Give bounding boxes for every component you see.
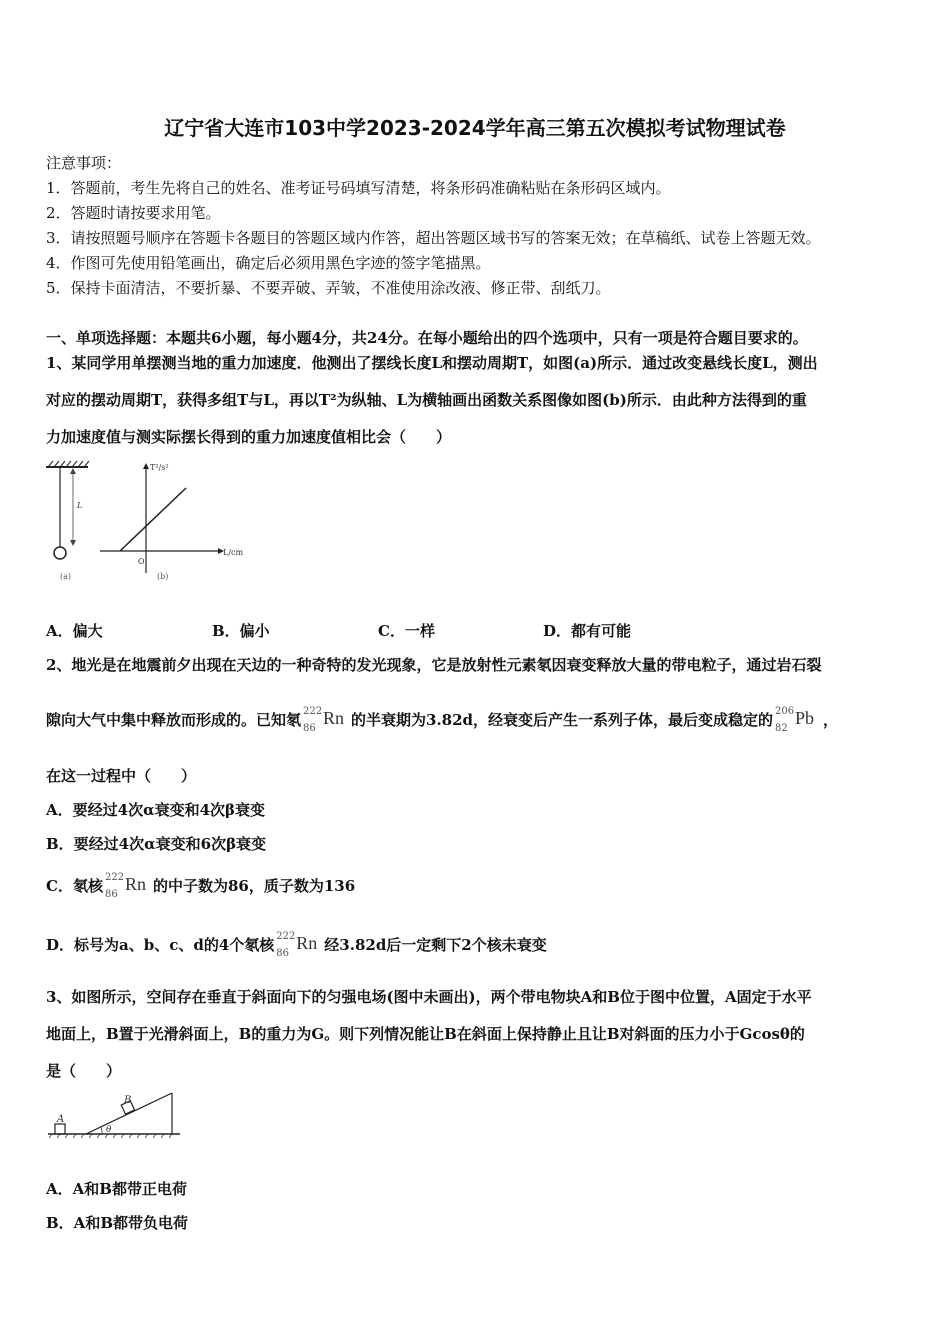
q2-text: 隙向大气中集中释放而形成的。已知氡	[46, 711, 302, 729]
figure-b-caption: (b)	[157, 572, 169, 581]
q1-option-b: B．偏小	[212, 622, 270, 640]
block-b-label: B	[124, 1095, 132, 1106]
q2-text-line: 在这一过程中（ ）	[46, 767, 197, 785]
q2-option-d-text: 经3.82d后一定剩下2个核未衰变	[324, 936, 547, 954]
q3-text-line: 地面上，B置于光滑斜面上，B的重力为G。则下列情况能让B在斜面上保持静止且让B对斜面的压力小于Gcosθ的	[46, 1025, 805, 1043]
atomic-number: 86	[303, 723, 316, 734]
element-symbol: Pb	[795, 708, 815, 728]
q2-text-line: 2、地光是在地震前夕出现在天边的一种奇特的发光现象，它是放射性元素氡因衰变释放大量的带电粒子，通过岩石裂	[46, 656, 822, 674]
mass-number: 206	[775, 706, 795, 717]
lead-isotope	[775, 706, 821, 736]
q2-option-c	[46, 872, 355, 902]
radon-isotope	[105, 872, 151, 902]
y-axis-label: T²/s²	[150, 463, 169, 472]
section-heading: 一、单项选择题：本题共6小题，每小题4分，共24分。在每小题给出的四个选项中，只有一项是符合题目要求的。	[46, 329, 808, 347]
block-a	[55, 1124, 65, 1134]
notice-item: 5．保持卡面清洁，不要折暴、不要弄破、弄皱，不准使用涂改液、修正带、刮纸刀。	[46, 279, 611, 297]
origin-label: O	[138, 557, 145, 566]
angle-label: θ	[106, 1125, 112, 1135]
q2-text: 的半衰期为3.82d，经衰变后产生一系列子体，最后变成稳定的	[351, 711, 774, 729]
page-title: 辽宁省大连市103中学2023-2024学年高三第五次模拟考试物理试卷	[164, 116, 786, 140]
radon-isotope	[276, 931, 322, 961]
length-label: L	[77, 501, 83, 510]
q2-option-c-text: 的中子数为86，质子数为136	[152, 877, 356, 895]
q1-figure	[40, 458, 260, 588]
element-symbol: Rn	[296, 933, 318, 953]
notice-item: 2．答题时请按要求用笔。	[46, 204, 221, 222]
mass-number: 222	[104, 872, 125, 883]
q1-option-c: C．一样	[378, 622, 435, 640]
q3-option-b: B．A和B都带负电荷	[46, 1214, 188, 1232]
radon-isotope	[303, 706, 349, 736]
atomic-number: 82	[775, 723, 788, 734]
q2-option-c-text: C．氡核	[46, 877, 103, 895]
atomic-number: 86	[276, 948, 290, 959]
incline-figure	[44, 1090, 184, 1140]
q2-option-a: A．要经过4次α衰变和4次β衰变	[46, 801, 266, 819]
q1-text-line: 对应的摆动周期T，获得多组T与L，再以T²为纵轴、L为横轴画出函数关系图像如图(b)所示．由此种方法得到的重	[46, 391, 807, 409]
notice-item: 4．作图可先使用铅笔画出，确定后必须用黑色字迹的签字笔描黑。	[46, 254, 491, 272]
q3-text-line: 是（ ）	[46, 1062, 122, 1080]
mass-number: 222	[276, 931, 296, 942]
figure-a-caption: (a)	[60, 572, 72, 581]
pendulum-diagram	[46, 461, 89, 581]
atomic-number: 86	[104, 889, 118, 900]
mass-number: 222	[303, 706, 323, 717]
q1-text-line: 力加速度值与测实际摆长得到的重力加速度值相比会（ ）	[46, 428, 452, 446]
q2-option-b: B．要经过4次α衰变和6次β衰变	[46, 835, 267, 853]
q3-text-line: 3、如图所示，空间存在垂直于斜面向下的匀强电场(图中未画出)，两个带电物块A和B位于图中位置，A固定于水平	[46, 988, 812, 1006]
element-symbol: Rn	[124, 874, 146, 894]
x-axis-label: L/cm	[223, 548, 244, 557]
q3-option-a: A．A和B都带正电荷	[46, 1180, 187, 1198]
t2-l-graph	[100, 463, 243, 581]
q1-option-a: A．偏大	[46, 622, 103, 640]
notice-item: 3．请按照题号顺序在答题卡各题目的答题区域内作答，超出答题区域书写的答案无效；在草稿纸、试卷上答题无效。	[46, 229, 821, 247]
q2-text: ，	[823, 711, 839, 729]
element-symbol: Rn	[323, 708, 345, 728]
block-a-label: A	[57, 1114, 65, 1125]
q1-option-d: D．都有可能	[543, 622, 632, 640]
q2-option-d-text: D．标号为a、b、c、d的4个氡核	[46, 936, 275, 954]
q1-text-line: 1、某同学用单摆测当地的重力加速度．他测出了摆线长度L和摆动周期T，如图(a)所示．通过改变悬线长度L，测出	[46, 354, 818, 372]
notice-item: 1．答题前，考生先将自己的姓名、准考证号码填写清楚，将条形码准确粘贴在条形码区域内。	[46, 179, 671, 197]
q2-option-d	[46, 931, 547, 961]
q2-text-line	[46, 706, 838, 736]
notice-heading: 注意事项：	[46, 154, 122, 172]
